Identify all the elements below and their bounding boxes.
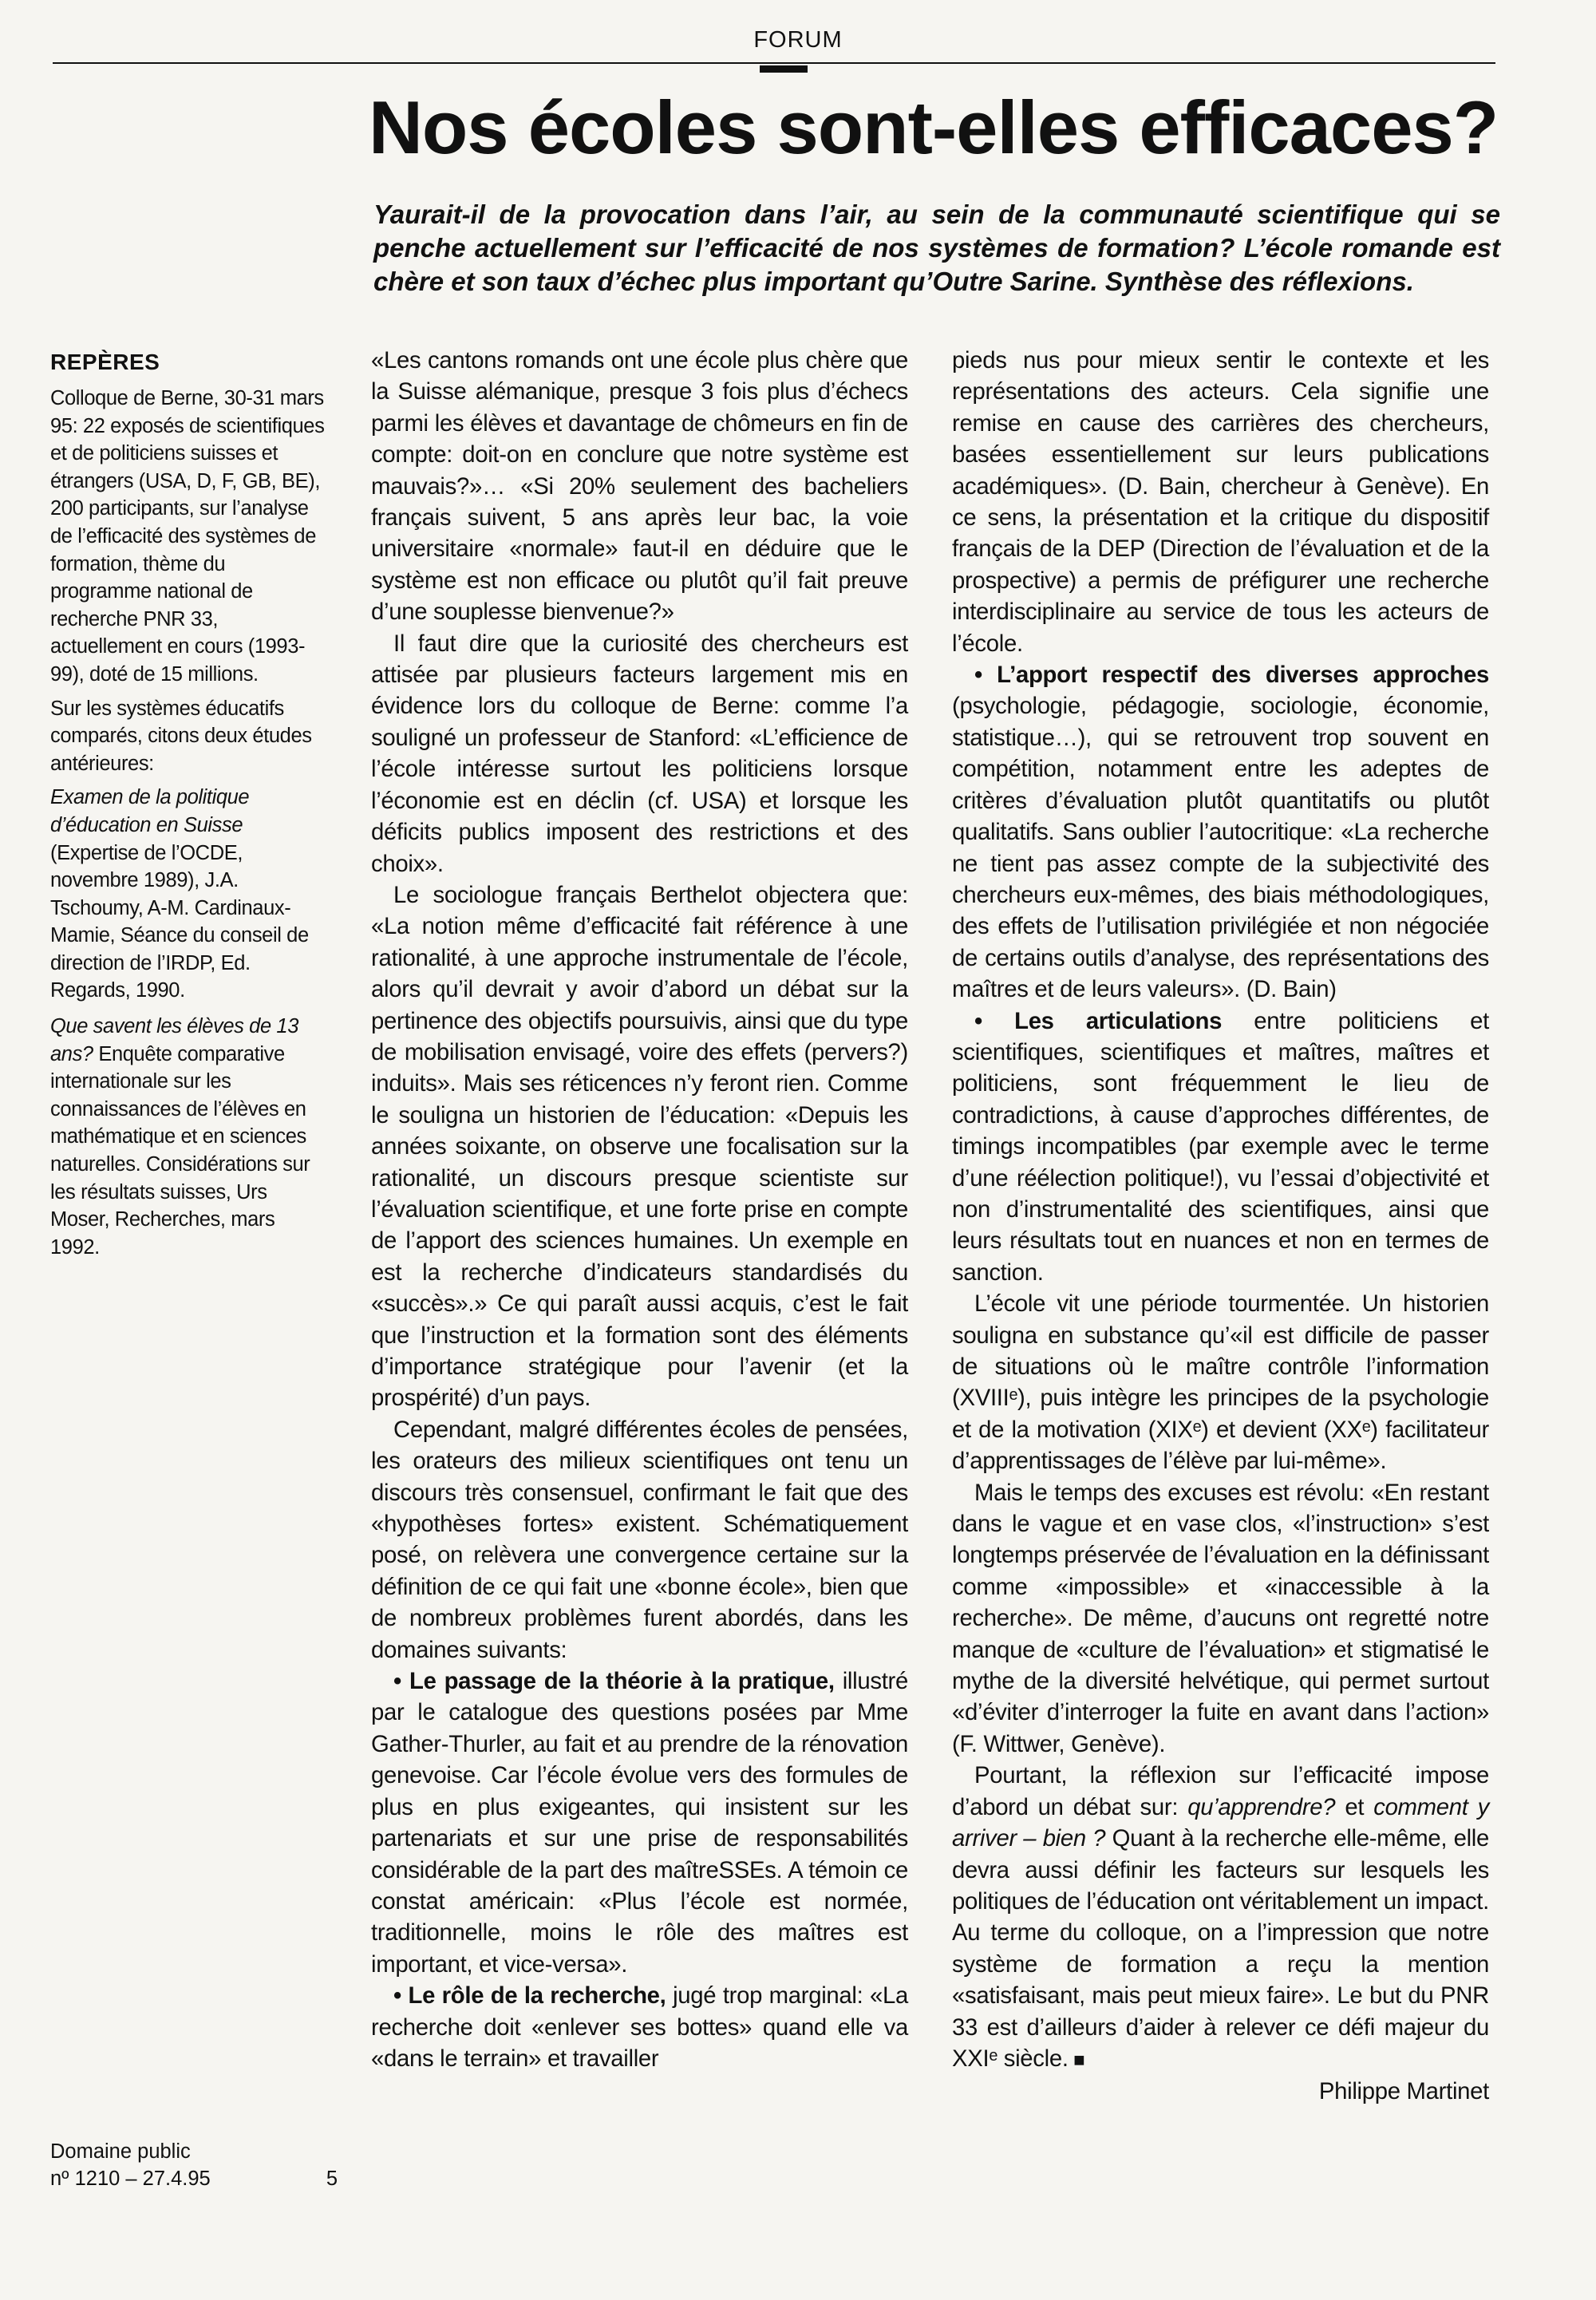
publication-name: Domaine public [50,2140,191,2163]
col1-paragraph-4: Cependant, malgré différentes écoles de pensées, les orateurs des milieux scientifiques ont tenu un discours très consensuel, confirmant le fait que des «hypothèses fortes» existent. Schématiquement posé, on relèvera une convergence certaine sur la définition de ce qui fait une «bonne école», bien que de nombreux problèmes furent abordés, dans les domaines suivants: [371,1416,908,1663]
article-headline: Nos écoles sont-elles efficaces? [369,85,1499,169]
bullet-lead: • Les articulations [974,1007,1223,1034]
author-signature: Philippe Martinet [1318,2078,1489,2105]
issue-info: nº 1210 – 27.4.95 [50,2168,211,2190]
header-rule-tab [760,65,808,73]
bullet-theorie-pratique [371,1666,908,1980]
bullet-lead: • Le passage de la théorie à la pratique, [393,1668,835,1695]
header-rule [53,62,1495,64]
col2-paragraph-4 [952,1760,1489,2076]
sidebar-intro-text: Sur les systèmes éducatifs comparés, citons deux études antérieures: [50,697,312,775]
p4-italic-1: qu’apprendre? [1187,1793,1336,1820]
sidebar-reperes [50,346,326,1269]
bullet-lead: • Le rôle de la recherche, [393,1982,666,2010]
bullet-apport-approches [952,659,1489,1005]
page-number: 5 [326,2168,338,2190]
bullet-text: jugé trop marginal: «La recherche doit «enlever ses bottes» quand elle va «dans le terrain» et travailler [371,1982,909,2072]
sidebar-colloque-text: Colloque de Berne, 30-31 mars 95: 22 exposés de scientifiques et de politiciens suisses et étrangers (USA, D, F, GB, BE), 200 participants, sur l’analyse de l’efficacité des systèmes de formation, thème du programme national de recherche PNR 33, actuellement en cours (1993-99), doté de 15 millions. [50,387,325,686]
bullet-text: (psychologie, pédagogie, sociologie, économie, statistique…), qui se retrouvent trop souvent en compétition, notamment entre les adeptes de critères d’évaluation plutôt quantitatifs ou plutôt qualitatifs. Sans oublier l’autocritique: «La recherche ne tient pas assez compte de la subjectivité des chercheurs eux-mêmes, des biais méthodologiques, des effets de l’utilisation privilégiée et non négociée de certains outils d’analyse, des représentations des maîtres et de leurs valeurs». (D. Bain) [952,693,1489,1003]
bullet-text: entre politiciens et scientifiques, scientifiques et maîtres, maîtres et politiciens, sont fréquemment le lieu de contradictions, à cause d’approches différentes, de timings incompatibles (par exemple avec le terme d’une réélection politique!), vu l’essai d’objectivité et non d’instrumentalité des scientifiques, ainsi que leurs résultats tout en nuances et non en termes de sanction. [952,1007,1489,1286]
article-column-2 [952,345,1489,2108]
bullet-articulations [952,1006,1489,1289]
reference-2-title: Que savent les élèves de 13 ans? [50,1015,298,1065]
bullet-lead: • L’apport respectif des diverses approches [974,662,1489,689]
sidebar-heading: REPÈRES [50,350,160,374]
reference-2-details: Enquête comparative internationale sur les connaissances de l’élèves en mathématique et en sciences naturelles. Considérations sur les résultats suisses, Urs Moser, Recherches, mars 1992. [50,1042,310,1259]
sidebar-reference-1 [50,784,326,1005]
p4-text-a: Pourtant, la réflexion sur l’efficacité impose d’abord un débat sur: [952,1762,1489,1820]
col1-paragraph-1: «Les cantons romands ont une école plus chère que la Suisse alémanique, presque 3 fois plus d’échecs parmi les élèves et davantage de chômeurs en fin de compte: doit-on en conclure que notre système est mauvais?»… «Si 20% seulement des bacheliers français suivent, 5 ans après leur bac, la voie universitaire «normale» faut-il en déduire que le système est non efficace ou plutôt qu’il fait preuve d’une souplesse bienvenue?» [371,347,908,626]
col1-paragraph-2: Il faut dire que la curiosité des chercheurs est attisée par plusieurs facteurs largement mis en évidence lors du colloque de Berne: comme l’a souligné un professeur de Stanford: «L’efficience de l’école intéresse surtout les politiciens lorsque l’économie est en déclin (cf. USA) et lorsque les déficits publics imposent des restrictions et des choix». [371,630,908,877]
col1-paragraph-3: Le sociologue français Berthelot objectera que: «La notion même d’efficacité fait référence à une rationalité, à une approche instrumentale de l’école, alors qu’il devrait y avoir d’abord un débat sur la pertinence des objectifs poursuivis, ainsi que du type de mobilisation envisagé, voire des effets (pervers?) induits». Mais ses réticences n’y feront rien. Comme le souligna un historien de l’éducation: «Depuis les années soixante, on observe une focalisation sur la rationalité, un discours presque scientiste sur l’évaluation scientifique, et une forte prise en compte de l’apport des sciences humaines. Un exemple en est la recherche d’indicateurs standardisés du «succès».» Ce qui paraît aussi acquis, c’est le fait que l’instruction et la formation sont des éléments d’importance stratégique pour l’avenir (et la prospérité) d’un pays. [371,881,908,1412]
article-column-1 [371,345,908,2074]
p4-italic-2: comment y arriver – bien ? [952,1793,1489,1852]
section-rubric: FORUM [753,27,843,53]
sidebar-reference-2 [50,1013,326,1261]
p4-text-c: Quant à la recherche elle-même, elle devra aussi définir les facteurs sur lesquels les politiques de l’éducation ont véritablement un impact. Au terme du colloque, on a l’impression que notre système de formation a reçu la mention «satisfaisant, mais peut mieux faire». Le but du PNR 33 est d’ailleurs d’aider à relever ce défi majeur du XXIᵉ siècle. [952,1825,1489,2072]
reference-1-title: Examen de la politique d’éducation en Suisse [50,786,250,836]
col2-paragraph-1: pieds nus pour mieux sentir le contexte et les représentations des acteurs. Cela signifie une remise en cause des carrières des chercheurs, basées essentiellement sur leurs publications académiques». (D. Bain, chercheur à Genève). En ce sens, la présentation et la critique du dispositif français de la DEP (Direction de l’évaluation et de la prospective) a permis de préfigurer une recherche interdisciplinaire au service de tous les acteurs de l’école. [952,347,1489,657]
reference-1-details: (Expertise de l’OCDE, novembre 1989), J.A. Tschoumy, A-M. Cardinaux-Mamie, Séance du conseil de direction de l’IRDP, Ed. Regards, 1990. [50,841,309,1002]
bullet-role-recherche [371,1980,908,2074]
col2-paragraph-3: Mais le temps des excuses est révolu: «En restant dans le vague et en vase clos, «l’instruction» s’est longtemps préservée de l’évaluation en la définissant comme «impossible» et «inaccessible à la recherche». De même, d’aucuns ont regretté notre manque de «culture de l’évaluation» et stigmatisé le mythe de la diversité helvétique, qui permet surtout «d’éviter d’interroger la fuite en avant dans l’action» (F. Wittwer, Genève). [952,1479,1490,1757]
article-lede: Yaurait-il de la provocation dans l’air, au sein de la communauté scientifique qui se penche actuellement sur l’efficacité de nos systèmes de formation? L’école romande est chère et son taux d’échec plus important qu’Outre Sarine. Synthèse des réflexions. [373,200,1500,296]
bullet-text: illustré par le catalogue des questions posées par Mme Gather-Thurler, au fait et au prendre de la rénovation genevoise. Car l’école évolue vers des formules de plus en plus exigeantes, qui insistent sur les partenariats et sur une prise de responsabilités considérable de la part des maîtreSSEs. A témoin ce constat américain: «Plus l’école est normée, traditionnelle, moins le rôle des maîtres est important, et vice-versa». [371,1668,908,1978]
col2-paragraph-2: L’école vit une période tourmentée. Un historien souligna en substance qu’«il est difficile de passer de situations où le maître contrôle l’information (XVIIIᵉ), puis intègre les principes de la psychologie et de la motivation (XIXᵉ) et devient (XXᵉ) facilitateur d’apprentissages de l’élève par lui-même». [952,1290,1489,1475]
p4-text-b: et [1335,1793,1374,1820]
page-footer [50,2138,338,2192]
footer-issue-row [50,2165,338,2192]
